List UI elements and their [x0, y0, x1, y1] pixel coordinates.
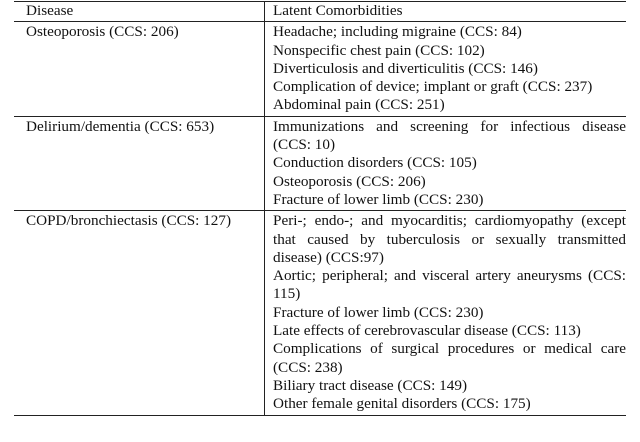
disease-cell: Osteoporosis (CCS: 206) [14, 22, 265, 116]
comorbidity-item: Immunizations and screening for infectious disease (CCS: 10) [273, 117, 626, 154]
comorbidity-item: Other female genital disorders (CCS: 175) [273, 395, 531, 413]
comorbidity-item: Peri-; endo-; and myocarditis; cardiomyopathy (except that caused by tuberculosis or sexually transmitted disease) (CCS:97) [273, 212, 626, 266]
comorbidity-item: Complications of surgical procedures or medical care (CCS: 238) [273, 340, 626, 376]
header-latent-comorbidities: Latent Comorbidities [273, 2, 403, 19]
header-disease: Disease [14, 2, 265, 22]
comorbidity-item: Nonspecific chest pain (CCS: 102) [273, 41, 485, 59]
comorbidities-cell [265, 116, 627, 210]
comorbidity-item: Complication of device; implant or graft (CCS: 237) [273, 78, 593, 96]
disease-cell: Delirium/dementia (CCS: 653) [14, 116, 265, 210]
table-row [14, 22, 626, 116]
table-header-row [14, 2, 626, 22]
comorbidity-item: Fracture of lower limb (CCS: 230) [273, 303, 484, 321]
table-row [14, 211, 626, 415]
disease-cell: COPD/bronchiectasis (CCS: 127) [14, 211, 265, 415]
comorbidity-item: Osteoporosis (CCS: 206) [273, 172, 426, 190]
comorbidity-item: Late effects of cerebrovascular disease (CCS: 113) [273, 322, 581, 340]
comorbidity-item: Diverticulosis and diverticulitis (CCS: 146) [273, 59, 538, 77]
table-row [14, 116, 626, 210]
comorbidity-item: Conduction disorders (CCS: 105) [273, 154, 477, 172]
comorbidity-table [14, 1, 626, 416]
comorbidity-item: Abdominal pain (CCS: 251) [273, 96, 445, 114]
comorbidities-cell [265, 22, 627, 116]
comorbidity-item: Biliary tract disease (CCS: 149) [273, 376, 468, 394]
comorbidities-cell [265, 211, 627, 415]
comorbidity-item: Headache; including migraine (CCS: 84) [273, 23, 522, 41]
comorbidity-item: Fracture of lower limb (CCS: 230) [273, 190, 484, 208]
comorbidity-item: Aortic; peripheral; and visceral artery aneurysms (CCS: 115) [273, 267, 626, 303]
